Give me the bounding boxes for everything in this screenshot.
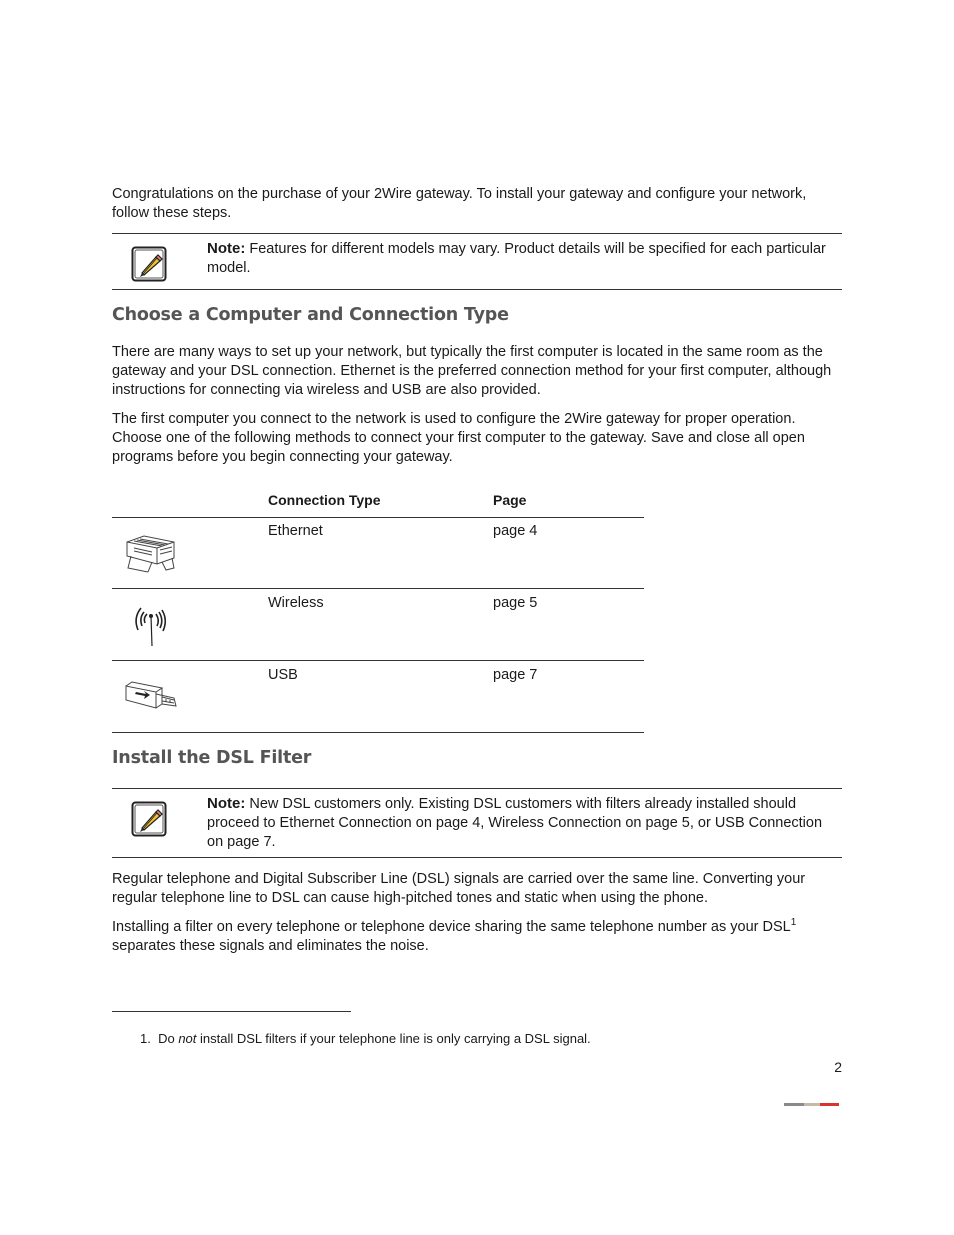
note-top-rule bbox=[112, 233, 842, 234]
table-cell-page: page 7 bbox=[493, 667, 538, 683]
section-heading: Install the DSL Filter bbox=[112, 748, 312, 768]
paragraph: Regular telephone and Digital Subscriber Line (DSL) signals are carried over the same line. Converting your regular telephone line to DSL can cause high-pitched tones and static when using the phone. bbox=[112, 871, 806, 906]
table-rule bbox=[112, 732, 644, 733]
note-text bbox=[207, 794, 842, 852]
table-cell-page: page 4 bbox=[493, 523, 538, 539]
footer-bar-red bbox=[820, 1103, 839, 1106]
paragraph-text: separates these signals and eliminates the noise. bbox=[112, 938, 429, 954]
footnote-text: Do bbox=[158, 1031, 179, 1046]
footnote-rule bbox=[112, 1011, 351, 1012]
pencil-note-icon bbox=[131, 801, 167, 837]
footnote-number: 1. bbox=[140, 1031, 151, 1046]
note-bottom-rule bbox=[112, 857, 842, 858]
ethernet-cable-icon bbox=[122, 530, 180, 574]
table-cell-page: page 5 bbox=[493, 595, 538, 611]
pencil-note-icon bbox=[131, 246, 167, 282]
paragraph: The first computer you connect to the network is used to configure the 2Wire gateway for proper operation. Choose one of the following methods to connect your first computer to the gateway. Save and close all open programs before you begin connecting your gateway. bbox=[112, 411, 805, 465]
footnote bbox=[140, 1029, 591, 1048]
table-rule bbox=[112, 517, 644, 518]
note-bottom-rule bbox=[112, 289, 842, 290]
paragraph-text: Installing a filter on every telephone or telephone device sharing the same telephone number as your DSL bbox=[112, 919, 791, 935]
table-header-page: Page bbox=[493, 492, 527, 508]
page-number: 2 bbox=[834, 1059, 842, 1075]
paragraph bbox=[112, 918, 842, 956]
table-cell-type: Ethernet bbox=[268, 523, 323, 539]
note-label: Note: bbox=[207, 795, 246, 812]
intro-paragraph: Congratulations on the purchase of your 2Wire gateway. To install your gateway and configure your network, follow these steps. bbox=[112, 186, 807, 221]
note-body: Features for different models may vary. Product details will be specified for each particular model. bbox=[207, 241, 826, 276]
footer-bar-tan bbox=[804, 1103, 820, 1106]
note-label: Note: bbox=[207, 240, 246, 257]
footnote-reference[interactable]: 1 bbox=[790, 917, 797, 928]
paragraph: There are many ways to set up your network, but typically the first computer is located in the same room as the gateway and your DSL connection. Ethernet is the preferred connection method for your first computer, although instructions for connecting via wireless and USB are also provided. bbox=[112, 344, 832, 398]
footnote-emphasis: not bbox=[178, 1031, 197, 1046]
note-body: New DSL customers only. Existing DSL customers with filters already installed should proceed to Ethernet Connection on page 4, Wireless Connection on page 5, or USB Connection on page 7. bbox=[207, 796, 823, 850]
table-cell-type: Wireless bbox=[268, 595, 324, 611]
note-top-rule bbox=[112, 788, 842, 789]
table-header-connection-type: Connection Type bbox=[268, 492, 381, 508]
wireless-antenna-icon bbox=[122, 604, 180, 648]
table-cell-type: USB bbox=[268, 667, 298, 683]
footer-bar-gray bbox=[784, 1103, 804, 1106]
usb-plug-icon bbox=[122, 674, 180, 718]
footnote-text: install DSL filters if your telephone line is only carrying a DSL signal. bbox=[196, 1031, 591, 1046]
section-heading: Choose a Computer and Connection Type bbox=[112, 305, 509, 325]
note-text bbox=[207, 239, 842, 278]
table-rule bbox=[112, 660, 644, 661]
table-rule bbox=[112, 588, 644, 589]
